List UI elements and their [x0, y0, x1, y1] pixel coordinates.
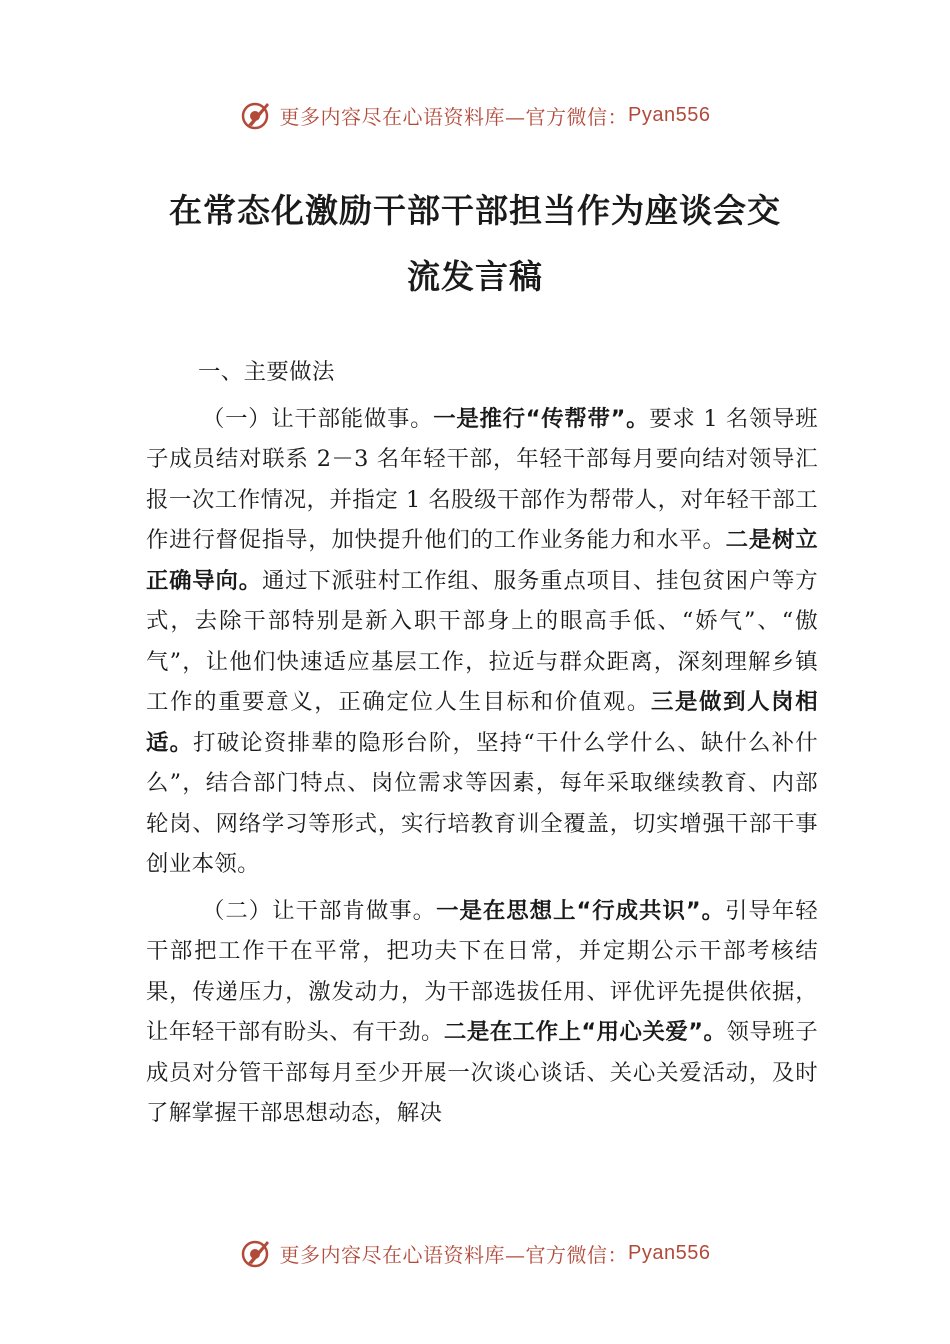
paragraph-1	[146, 399, 818, 885]
watermark-header	[0, 95, 950, 135]
paragraph-1-text-2: 通过下派驻村工作组、服务重点项目、挂包贫困户等方式，去除干部特别是新入职干部身上的眼高手低、“娇气”、“傲气”，让他们快速适应基层工作，拉近与群众距离，深刻理解乡镇工作的重要意义，正确定位人生目标和价值观。	[146, 567, 818, 715]
paragraph-1-bold-2: 二是树立正确导向。	[146, 527, 819, 594]
quill-seal-icon	[240, 1237, 272, 1269]
paragraph-2-lead: （二）让干部肯做事。	[202, 897, 437, 924]
paragraph-2-text-1: 引导年轻干部把工作干在平常，把功夫下在日常，并定期公示干部考核结果，传递压力，激发动力，为干部选拔任用、评优评先提供依据，让年轻干部有盼头、有干劲。	[146, 897, 818, 1045]
paragraph-1-text-1: 要求 1 名领导班子成员结对联系 2－3 名年轻干部，年轻干部每月要向结对领导汇报一次工作情况，并指定 1 名股级干部作为帮带人，对年轻干部工作进行督促指导，加快提升他们的工作业务能力和水平。	[146, 405, 819, 553]
watermark-wechat-id: Pyan556	[628, 1241, 711, 1264]
paragraph-2-text-2: 领导班子成员对分管干部每月至少开展一次谈心谈话、关心关爱活动，及时了解掌握干部思想动态，解决	[146, 1019, 818, 1126]
paragraph-2-bold-1: 一是在思想上“行成共识”。	[436, 897, 725, 924]
paragraph-1-bold-1: 一是推行“传帮带”。	[433, 405, 650, 432]
title-line-1: 在常态化激励干部干部担当作为座谈会交	[169, 191, 781, 230]
document-title	[140, 178, 810, 310]
watermark-footer	[0, 1233, 950, 1273]
quill-seal-icon	[240, 99, 272, 131]
watermark-wechat-id: Pyan556	[628, 103, 711, 126]
paragraph-1-lead: （一）让干部能做事。	[202, 405, 434, 432]
paragraph-2	[146, 891, 818, 1134]
paragraph-2-bold-2: 二是在工作上“用心关爱”。	[443, 1019, 727, 1045]
document-body	[146, 352, 818, 1134]
watermark-text: 更多内容尽在心语资料库—官方微信：	[279, 104, 629, 129]
watermark-text: 更多内容尽在心语资料库—官方微信：	[279, 1242, 629, 1267]
title-line-2: 流发言稿	[407, 257, 543, 296]
section-heading: 一、主要做法	[198, 359, 335, 385]
paragraph-1-text-3: 打破论资排辈的隐形台阶，坚持“干什么学什么、缺什么补什么”，结合部门特点、岗位需求等因素，每年采取继续教育、内部轮岗、网络学习等形式，实行培教育训全覆盖，切实增强干部干事创业本领。	[146, 729, 818, 877]
paragraph-1-bold-3: 三是做到人岗相适。	[146, 689, 818, 756]
